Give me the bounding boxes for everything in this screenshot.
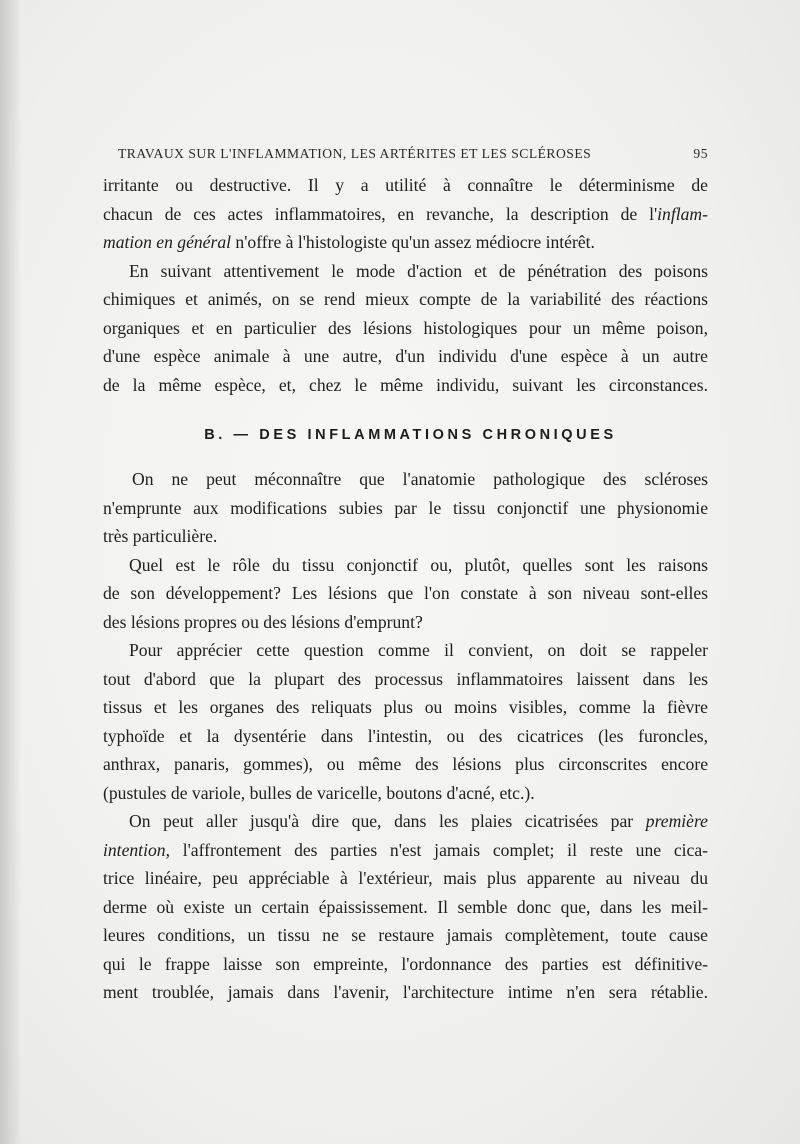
section-heading: B. — DES INFLAMMATIONS CHRONIQUES	[204, 427, 617, 443]
italic-term: intention	[103, 839, 166, 860]
text-line: trice linéaire, peu appréciable à l'extérieur, mais plus apparente au niveau du	[103, 868, 708, 888]
italic-term: mation en général	[103, 232, 232, 252]
text-line: leures conditions, un tissu ne se restaure jamais complètement, toute cause	[103, 925, 708, 945]
body-text	[103, 171, 708, 1007]
text-line: En suivant attentivement le mode d'action et de pénétration des poisons	[129, 260, 708, 281]
page-number: 95	[693, 146, 708, 161]
paragraph	[103, 257, 708, 400]
text-line: On ne peut méconnaître que l'anatomie pathologique des scléroses	[132, 469, 708, 489]
paragraph	[103, 465, 708, 551]
text-line: très particulière.	[103, 526, 218, 546]
italic-term: première	[645, 811, 708, 831]
text-line: de son développement? Les lésions que l'on constate à son niveau sont-elles	[103, 583, 708, 603]
text-line: (pustules de variole, bulles de varicelle, boutons d'acné, etc.).	[103, 782, 535, 803]
text-line: anthrax, panaris, gommes), ou même des lésions plus circonscrites encore	[103, 754, 708, 774]
text-line: n'emprunte aux modifications subies par le tissu conjonctif une physionomie	[103, 497, 708, 518]
page-edge-shadow	[0, 0, 22, 1144]
text-line: mation en général n'offre à l'histologiste qu'un assez médiocre intérêt.	[103, 232, 595, 252]
text-line: chacun de ces actes inflammatoires, en revanche, la description de l'inflam-	[103, 203, 708, 224]
text-line: des lésions propres ou des lésions d'emprunt?	[103, 611, 423, 632]
text-line: organiques et en particulier des lésions histologiques pour un même poison,	[103, 317, 708, 338]
paragraph	[103, 551, 708, 637]
text-line: tissus et les organes des reliquats plus ou moins visibles, comme la fièvre	[103, 697, 708, 717]
text-line: Quel est le rôle du tissu conjonctif ou, plutôt, quelles sont les raisons	[129, 554, 708, 575]
running-header	[118, 146, 708, 166]
text-line: intention, l'affrontement des parties n'est jamais complet; il reste une cica-	[103, 839, 708, 860]
text-line: de la même espèce, et, chez le même individu, suivant les circonstances.	[103, 374, 708, 395]
text-line: typhoïde et la dysentérie dans l'intestin, ou des cicatrices (les furoncles,	[103, 725, 708, 746]
paragraph	[103, 636, 708, 807]
running-title: TRAVAUX SUR L'INFLAMMATION, LES ARTÉRITES ET LES SCLÉROSES	[118, 146, 592, 161]
paragraph	[103, 171, 708, 257]
text-line: d'une espèce animale à une autre, d'un individu d'une espèce à un autre	[103, 346, 708, 366]
text-line: qui le frappe laisse son empreinte, l'ordonnance des parties est définitive-	[103, 953, 708, 974]
text-line: irritante ou destructive. Il y a utilité à connaître le déterminisme de	[103, 175, 708, 195]
text-line: derme où existe un certain épaississement. Il semble donc que, dans les meil-	[103, 896, 708, 917]
text-line: ment troublée, jamais dans l'avenir, l'architecture intime n'en sera rétablie.	[103, 982, 708, 1002]
italic-term: inflam-	[657, 203, 708, 224]
text-line: On peut aller jusqu'à dire que, dans les plaies cicatrisées par première	[129, 811, 708, 831]
text-line: chimiques et animés, on se rend mieux compte de la variabilité des réactions	[103, 289, 708, 309]
text-line: Pour apprécier cette question comme il convient, on doit se rappeler	[129, 640, 708, 660]
text-line: tout d'abord que la plupart des processus inflammatoires laissent dans les	[103, 668, 708, 689]
paragraph	[103, 807, 708, 1007]
